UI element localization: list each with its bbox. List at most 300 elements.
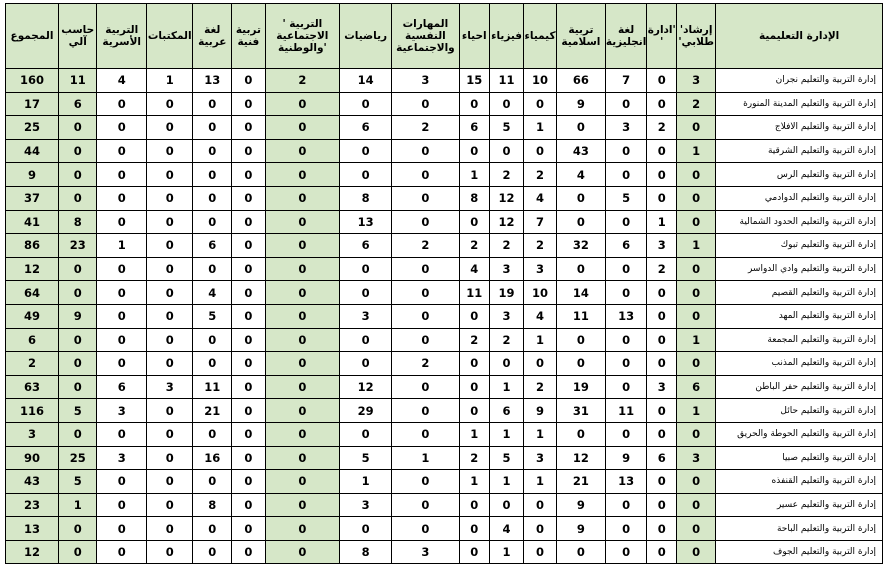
header-column: 'ادارة ' bbox=[647, 4, 677, 69]
value-cell: 11 bbox=[556, 304, 605, 328]
value-cell: 5 bbox=[605, 186, 647, 210]
header-column: المكتبات bbox=[146, 4, 192, 69]
value-cell: 0 bbox=[677, 540, 716, 564]
value-cell: 4 bbox=[193, 281, 232, 305]
value-cell: 0 bbox=[232, 281, 265, 305]
value-cell: 8 bbox=[59, 210, 97, 234]
table-row bbox=[6, 69, 883, 93]
value-cell: 6 bbox=[97, 375, 147, 399]
value-cell: 0 bbox=[524, 139, 557, 163]
value-cell: 0 bbox=[392, 163, 459, 187]
value-cell: 19 bbox=[556, 375, 605, 399]
value-cell: 2 bbox=[265, 69, 340, 93]
value-cell: 0 bbox=[146, 446, 192, 470]
value-cell: 0 bbox=[605, 517, 647, 541]
value-cell: 0 bbox=[489, 352, 523, 376]
value-cell: 8 bbox=[340, 186, 392, 210]
value-cell: 5 bbox=[489, 446, 523, 470]
value-cell: 0 bbox=[392, 257, 459, 281]
value-cell: 0 bbox=[232, 257, 265, 281]
value-cell: 9 bbox=[556, 493, 605, 517]
value-cell: 0 bbox=[459, 493, 489, 517]
value-cell: 0 bbox=[340, 163, 392, 187]
value-cell: 0 bbox=[59, 422, 97, 446]
value-cell: 0 bbox=[146, 540, 192, 564]
value-cell: 3 bbox=[524, 257, 557, 281]
value-cell: 2 bbox=[524, 163, 557, 187]
table-row bbox=[6, 399, 883, 423]
value-cell: 11 bbox=[193, 375, 232, 399]
value-cell: 6 bbox=[647, 446, 677, 470]
value-cell: 0 bbox=[489, 92, 523, 116]
value-cell: 0 bbox=[232, 517, 265, 541]
value-cell: 4 bbox=[489, 517, 523, 541]
table-header-row bbox=[6, 4, 883, 69]
value-cell: 0 bbox=[524, 517, 557, 541]
header-department: الإدارة التعليمية bbox=[716, 4, 883, 69]
department-name-cell: إدارة التربية والتعليم المدينة المنورة bbox=[716, 92, 883, 116]
value-cell: 0 bbox=[647, 186, 677, 210]
value-cell: 4 bbox=[524, 186, 557, 210]
value-cell: 0 bbox=[647, 92, 677, 116]
value-cell: 1 bbox=[489, 375, 523, 399]
value-cell: 0 bbox=[146, 234, 192, 258]
value-cell: 3 bbox=[146, 375, 192, 399]
total-cell: 90 bbox=[6, 446, 59, 470]
header-column: كيمياء bbox=[524, 4, 557, 69]
value-cell: 3 bbox=[605, 116, 647, 140]
table-row bbox=[6, 163, 883, 187]
total-cell: 12 bbox=[6, 257, 59, 281]
value-cell: 0 bbox=[340, 139, 392, 163]
value-cell: 0 bbox=[97, 328, 147, 352]
value-cell: 0 bbox=[605, 422, 647, 446]
value-cell: 0 bbox=[146, 352, 192, 376]
value-cell: 6 bbox=[677, 375, 716, 399]
value-cell: 0 bbox=[59, 257, 97, 281]
value-cell: 0 bbox=[459, 517, 489, 541]
value-cell: 6 bbox=[605, 234, 647, 258]
value-cell: 0 bbox=[265, 422, 340, 446]
value-cell: 2 bbox=[392, 116, 459, 140]
value-cell: 4 bbox=[524, 304, 557, 328]
value-cell: 0 bbox=[677, 517, 716, 541]
department-name-cell: إدارة التربية والتعليم الرس bbox=[716, 163, 883, 187]
value-cell: 1 bbox=[340, 470, 392, 494]
value-cell: 0 bbox=[647, 163, 677, 187]
value-cell: 1 bbox=[677, 139, 716, 163]
value-cell: 0 bbox=[605, 281, 647, 305]
total-cell: 3 bbox=[6, 422, 59, 446]
value-cell: 2 bbox=[459, 328, 489, 352]
value-cell: 0 bbox=[677, 210, 716, 234]
value-cell: 14 bbox=[556, 281, 605, 305]
value-cell: 2 bbox=[489, 234, 523, 258]
value-cell: 0 bbox=[459, 352, 489, 376]
department-name-cell: إدارة التربية والتعليم الحدود الشمالية bbox=[716, 210, 883, 234]
value-cell: 9 bbox=[605, 446, 647, 470]
value-cell: 0 bbox=[392, 281, 459, 305]
value-cell: 6 bbox=[489, 399, 523, 423]
total-cell: 41 bbox=[6, 210, 59, 234]
value-cell: 8 bbox=[193, 493, 232, 517]
department-name-cell: إدارة التربية والتعليم الدوادمي bbox=[716, 186, 883, 210]
value-cell: 0 bbox=[146, 493, 192, 517]
value-cell: 3 bbox=[677, 69, 716, 93]
value-cell: 0 bbox=[677, 163, 716, 187]
value-cell: 0 bbox=[392, 470, 459, 494]
department-name-cell: إدارة التربية والتعليم تبوك bbox=[716, 234, 883, 258]
value-cell: 0 bbox=[556, 257, 605, 281]
total-cell: 37 bbox=[6, 186, 59, 210]
value-cell: 0 bbox=[459, 92, 489, 116]
value-cell: 0 bbox=[677, 116, 716, 140]
total-cell: 12 bbox=[6, 540, 59, 564]
header-column: التربية الأسرية bbox=[97, 4, 147, 69]
header-column: المهارات النفسية والاجتماعية bbox=[392, 4, 459, 69]
value-cell: 4 bbox=[459, 257, 489, 281]
value-cell: 0 bbox=[193, 163, 232, 187]
value-cell: 0 bbox=[392, 517, 459, 541]
value-cell: 2 bbox=[489, 328, 523, 352]
value-cell: 0 bbox=[647, 540, 677, 564]
value-cell: 0 bbox=[265, 470, 340, 494]
value-cell: 1 bbox=[677, 399, 716, 423]
value-cell: 1 bbox=[59, 493, 97, 517]
department-name-cell: إدارة التربية والتعليم نجران bbox=[716, 69, 883, 93]
value-cell: 0 bbox=[489, 493, 523, 517]
value-cell: 9 bbox=[556, 92, 605, 116]
value-cell: 0 bbox=[232, 422, 265, 446]
header-column: تربية اسلامية bbox=[556, 4, 605, 69]
total-cell: 2 bbox=[6, 352, 59, 376]
header-column: لغة انجليزية bbox=[605, 4, 647, 69]
value-cell: 0 bbox=[459, 210, 489, 234]
department-name-cell: إدارة التربية والتعليم القنفذه bbox=[716, 470, 883, 494]
value-cell: 6 bbox=[59, 92, 97, 116]
value-cell: 0 bbox=[193, 422, 232, 446]
value-cell: 0 bbox=[265, 116, 340, 140]
value-cell: 3 bbox=[647, 375, 677, 399]
value-cell: 0 bbox=[232, 446, 265, 470]
value-cell: 0 bbox=[193, 352, 232, 376]
value-cell: 0 bbox=[265, 540, 340, 564]
value-cell: 0 bbox=[265, 446, 340, 470]
table-row bbox=[6, 493, 883, 517]
total-cell: 44 bbox=[6, 139, 59, 163]
value-cell: 11 bbox=[59, 69, 97, 93]
value-cell: 1 bbox=[647, 210, 677, 234]
value-cell: 0 bbox=[193, 116, 232, 140]
value-cell: 13 bbox=[605, 304, 647, 328]
value-cell: 5 bbox=[193, 304, 232, 328]
value-cell: 0 bbox=[232, 540, 265, 564]
department-name-cell: إدارة التربية والتعليم وادي الدواسر bbox=[716, 257, 883, 281]
value-cell: 0 bbox=[392, 399, 459, 423]
value-cell: 12 bbox=[556, 446, 605, 470]
value-cell: 0 bbox=[647, 517, 677, 541]
table-row bbox=[6, 470, 883, 494]
value-cell: 0 bbox=[97, 116, 147, 140]
value-cell: 0 bbox=[193, 139, 232, 163]
department-name-cell: إدارة التربية والتعليم عسير bbox=[716, 493, 883, 517]
value-cell: 0 bbox=[392, 139, 459, 163]
value-cell: 0 bbox=[340, 517, 392, 541]
value-cell: 0 bbox=[556, 328, 605, 352]
value-cell: 2 bbox=[459, 446, 489, 470]
header-column: التربية ' الاجتماعية 'والوطنية bbox=[265, 4, 340, 69]
value-cell: 1 bbox=[489, 470, 523, 494]
value-cell: 10 bbox=[524, 69, 557, 93]
value-cell: 3 bbox=[392, 540, 459, 564]
report-table-wrapper bbox=[5, 3, 883, 564]
total-cell: 64 bbox=[6, 281, 59, 305]
value-cell: 0 bbox=[605, 540, 647, 564]
value-cell: 0 bbox=[647, 304, 677, 328]
value-cell: 1 bbox=[677, 234, 716, 258]
value-cell: 0 bbox=[97, 304, 147, 328]
value-cell: 0 bbox=[146, 92, 192, 116]
value-cell: 12 bbox=[489, 210, 523, 234]
value-cell: 11 bbox=[459, 281, 489, 305]
value-cell: 9 bbox=[59, 304, 97, 328]
value-cell: 0 bbox=[193, 210, 232, 234]
header-column: فيزياء bbox=[489, 4, 523, 69]
total-cell: 9 bbox=[6, 163, 59, 187]
value-cell: 13 bbox=[340, 210, 392, 234]
value-cell: 0 bbox=[647, 139, 677, 163]
value-cell: 0 bbox=[605, 493, 647, 517]
department-name-cell: إدارة التربية والتعليم المهد bbox=[716, 304, 883, 328]
value-cell: 3 bbox=[677, 446, 716, 470]
value-cell: 2 bbox=[392, 352, 459, 376]
value-cell: 19 bbox=[489, 281, 523, 305]
value-cell: 3 bbox=[489, 304, 523, 328]
value-cell: 0 bbox=[97, 186, 147, 210]
value-cell: 0 bbox=[340, 257, 392, 281]
value-cell: 0 bbox=[193, 517, 232, 541]
value-cell: 0 bbox=[605, 163, 647, 187]
value-cell: 0 bbox=[265, 139, 340, 163]
value-cell: 0 bbox=[392, 210, 459, 234]
department-name-cell: إدارة التربية والتعليم الافلاج bbox=[716, 116, 883, 140]
value-cell: 0 bbox=[392, 328, 459, 352]
value-cell: 4 bbox=[97, 69, 147, 93]
value-cell: 1 bbox=[524, 470, 557, 494]
value-cell: 0 bbox=[605, 257, 647, 281]
value-cell: 0 bbox=[146, 304, 192, 328]
value-cell: 2 bbox=[524, 234, 557, 258]
value-cell: 1 bbox=[677, 328, 716, 352]
value-cell: 0 bbox=[232, 470, 265, 494]
value-cell: 0 bbox=[59, 163, 97, 187]
table-row bbox=[6, 116, 883, 140]
value-cell: 0 bbox=[59, 328, 97, 352]
value-cell: 0 bbox=[340, 92, 392, 116]
value-cell: 0 bbox=[146, 281, 192, 305]
value-cell: 0 bbox=[232, 328, 265, 352]
value-cell: 0 bbox=[459, 399, 489, 423]
value-cell: 0 bbox=[97, 281, 147, 305]
value-cell: 0 bbox=[232, 304, 265, 328]
education-departments-table bbox=[5, 3, 883, 564]
value-cell: 0 bbox=[232, 186, 265, 210]
value-cell: 13 bbox=[193, 69, 232, 93]
value-cell: 11 bbox=[605, 399, 647, 423]
value-cell: 32 bbox=[556, 234, 605, 258]
table-row bbox=[6, 375, 883, 399]
value-cell: 0 bbox=[193, 257, 232, 281]
value-cell: 3 bbox=[340, 493, 392, 517]
table-row bbox=[6, 281, 883, 305]
value-cell: 0 bbox=[232, 399, 265, 423]
value-cell: 0 bbox=[265, 257, 340, 281]
value-cell: 23 bbox=[59, 234, 97, 258]
table-row bbox=[6, 304, 883, 328]
value-cell: 0 bbox=[59, 540, 97, 564]
value-cell: 0 bbox=[146, 210, 192, 234]
value-cell: 0 bbox=[265, 163, 340, 187]
value-cell: 10 bbox=[524, 281, 557, 305]
value-cell: 3 bbox=[97, 446, 147, 470]
department-name-cell: إدارة التربية والتعليم صبيا bbox=[716, 446, 883, 470]
value-cell: 1 bbox=[459, 163, 489, 187]
value-cell: 0 bbox=[59, 139, 97, 163]
value-cell: 0 bbox=[265, 234, 340, 258]
value-cell: 1 bbox=[459, 422, 489, 446]
value-cell: 3 bbox=[647, 234, 677, 258]
value-cell: 0 bbox=[647, 399, 677, 423]
header-column: تربية فنية bbox=[232, 4, 265, 69]
value-cell: 0 bbox=[146, 116, 192, 140]
value-cell: 0 bbox=[59, 517, 97, 541]
value-cell: 4 bbox=[556, 163, 605, 187]
table-row bbox=[6, 186, 883, 210]
value-cell: 0 bbox=[677, 352, 716, 376]
value-cell: 0 bbox=[146, 163, 192, 187]
table-row bbox=[6, 234, 883, 258]
value-cell: 2 bbox=[647, 116, 677, 140]
department-name-cell: إدارة التربية والتعليم حفر الباطن bbox=[716, 375, 883, 399]
value-cell: 0 bbox=[97, 210, 147, 234]
table-row bbox=[6, 446, 883, 470]
value-cell: 0 bbox=[232, 375, 265, 399]
value-cell: 2 bbox=[677, 92, 716, 116]
value-cell: 0 bbox=[265, 186, 340, 210]
value-cell: 0 bbox=[677, 493, 716, 517]
total-cell: 13 bbox=[6, 517, 59, 541]
value-cell: 8 bbox=[340, 540, 392, 564]
table-row bbox=[6, 517, 883, 541]
value-cell: 21 bbox=[556, 470, 605, 494]
value-cell: 0 bbox=[232, 116, 265, 140]
value-cell: 6 bbox=[340, 116, 392, 140]
value-cell: 29 bbox=[340, 399, 392, 423]
value-cell: 0 bbox=[232, 92, 265, 116]
value-cell: 2 bbox=[524, 375, 557, 399]
value-cell: 0 bbox=[193, 328, 232, 352]
value-cell: 0 bbox=[647, 328, 677, 352]
value-cell: 0 bbox=[556, 422, 605, 446]
table-row bbox=[6, 139, 883, 163]
value-cell: 66 bbox=[556, 69, 605, 93]
value-cell: 0 bbox=[97, 517, 147, 541]
value-cell: 0 bbox=[340, 422, 392, 446]
value-cell: 0 bbox=[647, 69, 677, 93]
value-cell: 1 bbox=[524, 116, 557, 140]
value-cell: 5 bbox=[59, 470, 97, 494]
value-cell: 0 bbox=[146, 422, 192, 446]
table-row bbox=[6, 92, 883, 116]
value-cell: 3 bbox=[524, 446, 557, 470]
total-cell: 25 bbox=[6, 116, 59, 140]
value-cell: 8 bbox=[459, 186, 489, 210]
value-cell: 0 bbox=[146, 257, 192, 281]
value-cell: 0 bbox=[524, 352, 557, 376]
value-cell: 0 bbox=[265, 352, 340, 376]
value-cell: 0 bbox=[556, 352, 605, 376]
value-cell: 0 bbox=[340, 352, 392, 376]
value-cell: 0 bbox=[146, 399, 192, 423]
value-cell: 0 bbox=[556, 116, 605, 140]
value-cell: 0 bbox=[146, 139, 192, 163]
value-cell: 6 bbox=[340, 234, 392, 258]
table-row bbox=[6, 210, 883, 234]
value-cell: 1 bbox=[524, 422, 557, 446]
value-cell: 0 bbox=[556, 210, 605, 234]
department-name-cell: إدارة التربية والتعليم المجمعة bbox=[716, 328, 883, 352]
value-cell: 2 bbox=[647, 257, 677, 281]
value-cell: 0 bbox=[97, 352, 147, 376]
value-cell: 1 bbox=[97, 234, 147, 258]
value-cell: 0 bbox=[232, 139, 265, 163]
value-cell: 0 bbox=[605, 92, 647, 116]
value-cell: 0 bbox=[59, 352, 97, 376]
department-name-cell: إدارة التربية والتعليم الحوطة والحريق bbox=[716, 422, 883, 446]
value-cell: 0 bbox=[232, 69, 265, 93]
value-cell: 2 bbox=[392, 234, 459, 258]
value-cell: 0 bbox=[265, 92, 340, 116]
value-cell: 0 bbox=[265, 399, 340, 423]
value-cell: 0 bbox=[524, 540, 557, 564]
value-cell: 0 bbox=[97, 257, 147, 281]
value-cell: 6 bbox=[459, 116, 489, 140]
total-cell: 17 bbox=[6, 92, 59, 116]
value-cell: 0 bbox=[97, 470, 147, 494]
value-cell: 0 bbox=[556, 540, 605, 564]
total-cell: 160 bbox=[6, 69, 59, 93]
value-cell: 14 bbox=[340, 69, 392, 93]
value-cell: 0 bbox=[59, 281, 97, 305]
value-cell: 7 bbox=[524, 210, 557, 234]
department-name-cell: إدارة التربية والتعليم الجوف bbox=[716, 540, 883, 564]
value-cell: 0 bbox=[265, 210, 340, 234]
value-cell: 0 bbox=[232, 163, 265, 187]
value-cell: 11 bbox=[489, 69, 523, 93]
value-cell: 0 bbox=[392, 375, 459, 399]
value-cell: 3 bbox=[489, 257, 523, 281]
value-cell: 0 bbox=[193, 540, 232, 564]
value-cell: 0 bbox=[392, 304, 459, 328]
value-cell: 43 bbox=[556, 139, 605, 163]
value-cell: 0 bbox=[265, 517, 340, 541]
value-cell: 0 bbox=[97, 493, 147, 517]
value-cell: 0 bbox=[459, 139, 489, 163]
value-cell: 0 bbox=[265, 375, 340, 399]
value-cell: 0 bbox=[524, 92, 557, 116]
value-cell: 0 bbox=[193, 92, 232, 116]
value-cell: 5 bbox=[489, 116, 523, 140]
